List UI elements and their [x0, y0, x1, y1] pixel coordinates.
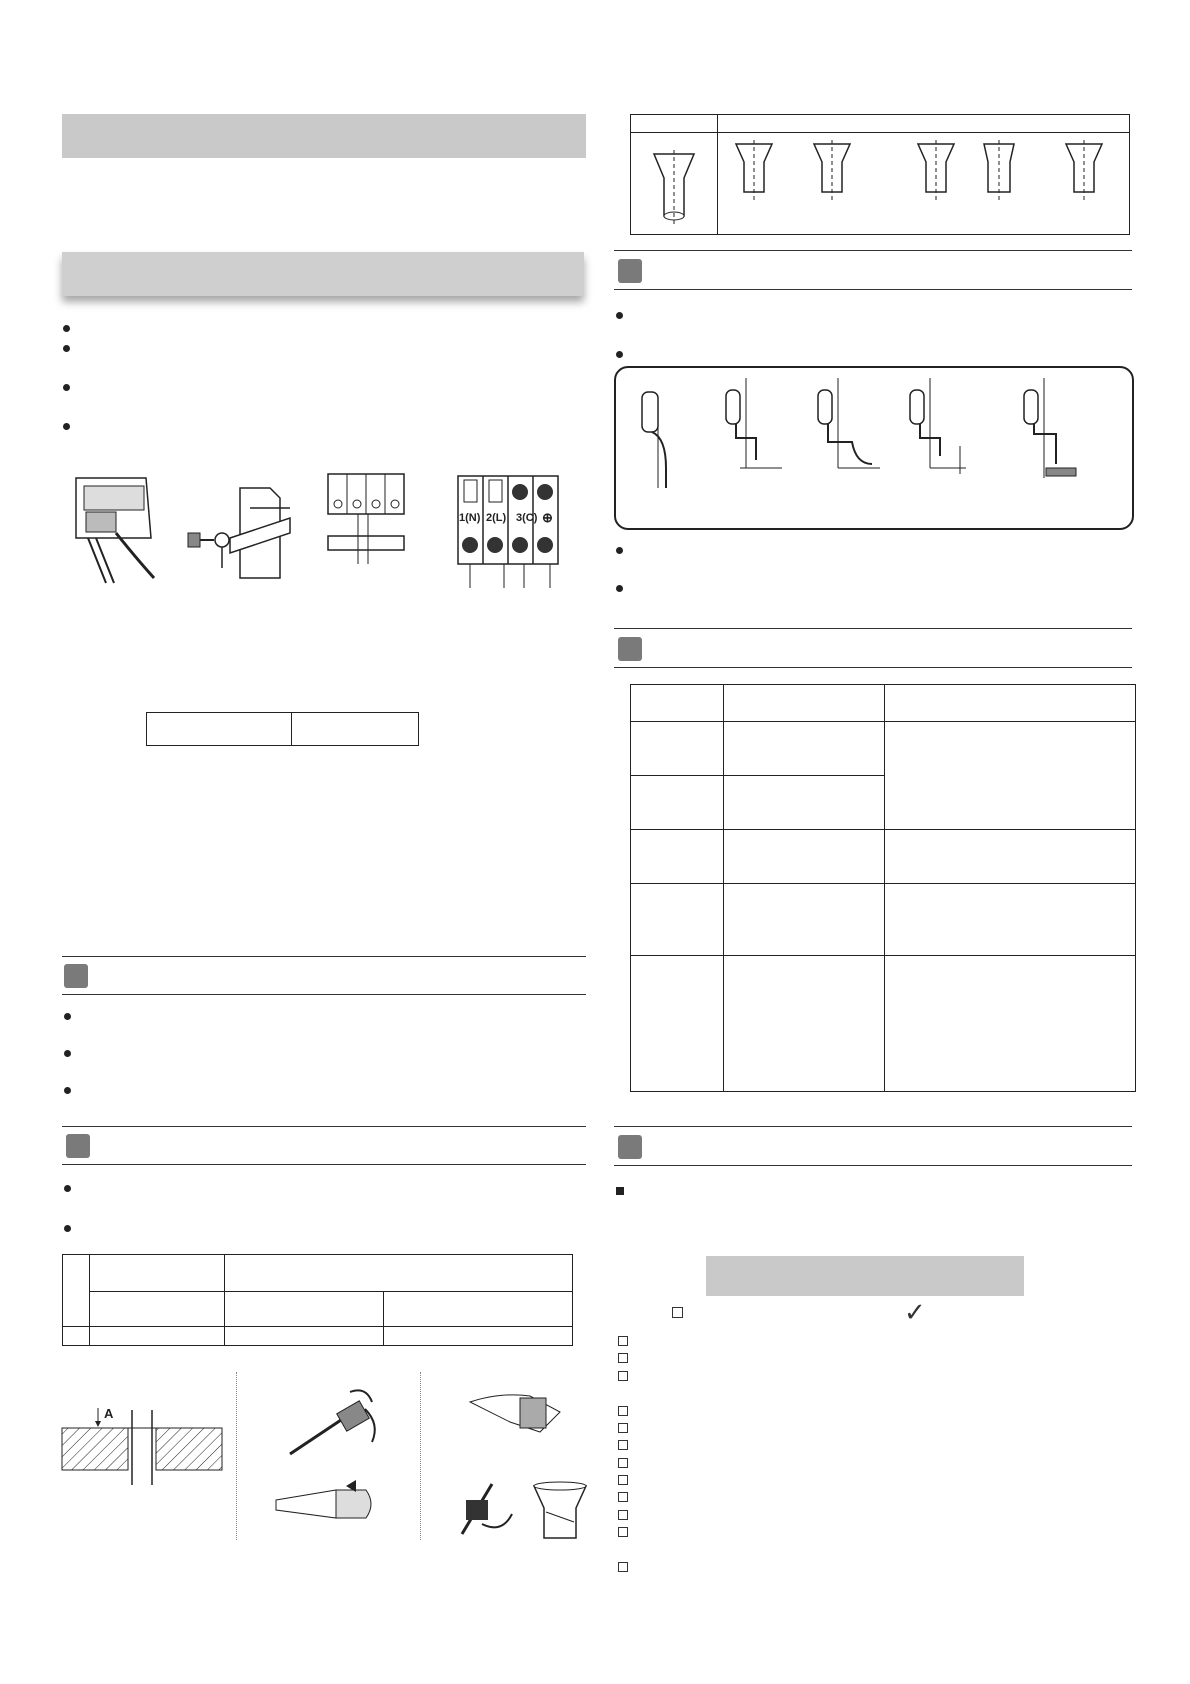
- section-header-bar: [62, 114, 586, 158]
- pipe-size-table: [62, 1254, 573, 1346]
- bad-flare-shape-1: [734, 140, 774, 200]
- flaring-tool-illustration: [452, 1474, 522, 1544]
- pipe-cutter-illustration: [280, 1384, 390, 1464]
- terminal-block-illustration: [458, 476, 560, 588]
- correct-flare-shape: [652, 150, 696, 225]
- terminal-label-n: 1(N): [459, 512, 481, 524]
- section-marker: [618, 259, 642, 283]
- checklist-checkbox[interactable]: [618, 1562, 628, 1572]
- checklist-header-bar: [706, 1256, 1024, 1296]
- wire-spec-table: [146, 712, 419, 746]
- section-header: [614, 250, 1132, 290]
- terminal-strip-illustration: [328, 474, 408, 564]
- check-items-table: [630, 684, 1136, 1092]
- hand-tightening-illustration: [470, 1382, 570, 1442]
- bullet: [63, 345, 70, 352]
- bullet: [64, 1087, 71, 1094]
- checklist-checkbox[interactable]: [618, 1406, 628, 1416]
- divider: [420, 1372, 421, 1540]
- screw-bracket-illustration: [180, 478, 290, 588]
- bullet: [616, 547, 623, 554]
- drain-hose-diagram: [614, 366, 1134, 530]
- bullet: [64, 1013, 71, 1020]
- bullet: [616, 585, 623, 592]
- divider: [236, 1372, 237, 1540]
- legend-checkbox: [672, 1307, 683, 1318]
- indoor-unit-wiring-illustration: [66, 478, 156, 588]
- terminal-label-c: 3(C): [516, 512, 538, 524]
- checklist-checkbox[interactable]: [618, 1475, 628, 1485]
- flared-pipe-end-illustration: [530, 1482, 590, 1542]
- section-header: [614, 1126, 1132, 1166]
- bad-flare-shape-4: [982, 140, 1016, 200]
- wiring-header-bar: [62, 252, 584, 296]
- section-marker: [618, 1135, 642, 1159]
- section-header: [62, 956, 586, 995]
- checklist-checkbox[interactable]: [618, 1423, 628, 1433]
- ground-symbol: ⊕: [542, 510, 553, 525]
- legend-check-mark: ✓: [904, 1298, 926, 1328]
- checklist-checkbox[interactable]: [618, 1492, 628, 1502]
- section-header: [614, 628, 1132, 668]
- pipe-end-illustration: [276, 1480, 386, 1530]
- bullet: [63, 384, 70, 391]
- bullet: [64, 1225, 71, 1232]
- checklist-checkbox[interactable]: [618, 1371, 628, 1381]
- checklist-checkbox[interactable]: [618, 1510, 628, 1520]
- bullet: [64, 1050, 71, 1057]
- bullet: [63, 423, 70, 430]
- bad-flare-shape-3: [916, 140, 956, 200]
- flare-dimension-diagram: [62, 1400, 222, 1490]
- bullet: [64, 1185, 71, 1192]
- bad-flare-shape-2: [812, 140, 852, 200]
- checklist-checkbox[interactable]: [618, 1353, 628, 1363]
- bad-flare-shape-5: [1064, 140, 1104, 200]
- terminal-label-l: 2(L): [486, 512, 507, 524]
- square-bullet: [616, 1187, 624, 1195]
- checklist-checkbox[interactable]: [618, 1440, 628, 1450]
- flare-inspection-table: [630, 114, 1130, 235]
- bullet: [616, 312, 623, 319]
- section-header: [62, 1126, 586, 1165]
- checklist-checkbox[interactable]: [618, 1458, 628, 1468]
- checklist-checkbox[interactable]: [618, 1527, 628, 1537]
- bullet: [616, 351, 623, 358]
- section-marker: [618, 637, 642, 661]
- section-marker: [64, 964, 88, 988]
- dimension-label: A: [104, 1406, 114, 1421]
- checklist-checkbox[interactable]: [618, 1336, 628, 1346]
- bullet: [63, 325, 70, 332]
- section-marker: [66, 1134, 90, 1158]
